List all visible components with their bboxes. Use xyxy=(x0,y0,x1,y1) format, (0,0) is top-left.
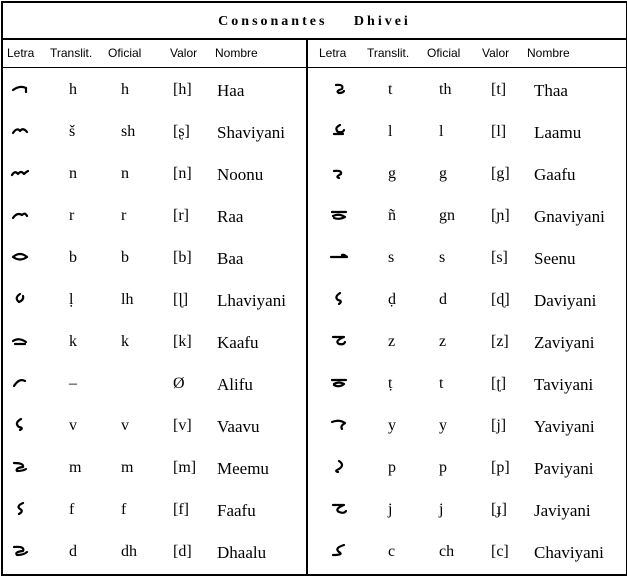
table-row xyxy=(308,194,626,236)
thaana-laamu-glyph xyxy=(330,123,348,137)
nombre-cell: Alifu xyxy=(217,375,253,394)
thaana-meemu-glyph xyxy=(11,459,29,473)
oficial-cell: n xyxy=(121,165,129,182)
oficial-cell: m xyxy=(121,459,134,476)
valor-cell: [z] xyxy=(491,333,509,350)
valor-cell: [ɟ] xyxy=(491,501,507,518)
nombre-cell: Javiyani xyxy=(534,501,591,520)
thaana-yaviyani-glyph xyxy=(330,417,348,431)
nombre-cell: Shaviyani xyxy=(217,123,285,142)
header-oficial: Oficial xyxy=(108,46,142,60)
oficial-cell: s xyxy=(439,249,446,266)
nombre-cell: Seenu xyxy=(534,249,576,268)
header-translit: Translit. xyxy=(50,46,93,60)
left-header-row xyxy=(3,40,306,68)
table-title-word-2: Dhivei xyxy=(353,14,411,29)
table-row xyxy=(3,404,306,446)
valor-cell: [t] xyxy=(491,81,507,98)
thaana-kaafu-glyph xyxy=(11,333,29,347)
thaana-daviyani-glyph xyxy=(330,291,348,305)
oficial-cell: b xyxy=(121,249,129,266)
translit-cell: ḍ xyxy=(388,291,396,308)
translit-cell: v xyxy=(69,417,77,434)
table-row xyxy=(308,446,626,488)
oficial-cell: r xyxy=(121,207,127,224)
valor-cell: [c] xyxy=(491,543,509,560)
nombre-cell: Taviyani xyxy=(534,375,594,394)
table-row xyxy=(3,320,306,362)
translit-cell: h xyxy=(69,81,77,98)
translit-cell: b xyxy=(69,249,77,266)
nombre-cell: Daviyani xyxy=(534,291,597,310)
translit-cell: j xyxy=(388,501,393,518)
left-half-table xyxy=(3,40,306,574)
valor-cell: [r] xyxy=(173,207,189,224)
header-letra: Letra xyxy=(7,46,35,60)
thaana-faafu-glyph xyxy=(11,501,29,515)
valor-cell: [j] xyxy=(491,417,507,434)
thaana-haa-glyph xyxy=(11,81,29,95)
thaana-paviyani-glyph xyxy=(330,459,348,473)
valor-cell: [v] xyxy=(173,417,192,434)
translit-cell: – xyxy=(69,375,77,392)
translit-cell: z xyxy=(388,333,396,350)
translit-cell: c xyxy=(388,543,396,560)
oficial-cell: gn xyxy=(439,207,455,224)
table-row xyxy=(3,530,306,572)
oficial-cell: g xyxy=(439,165,447,182)
valor-cell: [n] xyxy=(173,165,192,182)
nombre-cell: Yaviyani xyxy=(534,417,595,436)
translit-cell: l xyxy=(388,123,393,140)
table-row xyxy=(3,236,306,278)
nombre-cell: Raa xyxy=(217,207,244,226)
translit-cell: n xyxy=(69,165,77,182)
table-row xyxy=(308,68,626,110)
thaana-gaafu-glyph xyxy=(330,165,348,179)
valor-cell: [ʂ] xyxy=(173,123,190,140)
oficial-cell: dh xyxy=(121,543,137,560)
table-row xyxy=(3,488,306,530)
translit-cell: g xyxy=(388,165,396,182)
table-title-word-1: Consonantes xyxy=(218,14,328,29)
thaana-noonu-glyph xyxy=(11,165,29,179)
oficial-cell: p xyxy=(439,459,447,476)
table-row xyxy=(308,530,626,572)
translit-cell: k xyxy=(69,333,77,350)
translit-cell: r xyxy=(69,207,75,224)
translit-cell: s xyxy=(388,249,395,266)
valor-cell: [m] xyxy=(173,459,197,476)
valor-cell: [g] xyxy=(491,165,510,182)
oficial-cell: lh xyxy=(121,291,134,308)
translit-cell: ṭ xyxy=(388,375,393,392)
table-row xyxy=(3,194,306,236)
translit-cell: ñ xyxy=(388,207,396,224)
valor-cell: [b] xyxy=(173,249,192,266)
nombre-cell: Meemu xyxy=(217,459,269,478)
table-title xyxy=(3,3,626,40)
header-oficial: Oficial xyxy=(427,46,461,60)
nombre-cell: Noonu xyxy=(217,165,264,184)
valor-cell: [d] xyxy=(173,543,192,560)
oficial-cell: z xyxy=(439,333,447,350)
translit-cell: y xyxy=(388,417,396,434)
right-header-row xyxy=(308,40,626,68)
thaana-baa-glyph xyxy=(11,249,29,263)
thaana-taviyani-glyph xyxy=(330,375,348,389)
valor-cell: Ø xyxy=(173,375,185,392)
thaana-vaavu-glyph xyxy=(11,417,29,431)
table-row xyxy=(3,68,306,110)
translit-cell: f xyxy=(69,501,75,518)
header-valor: Valor xyxy=(482,46,510,60)
header-nombre: Nombre xyxy=(527,46,570,60)
header-letra: Letra xyxy=(319,46,347,60)
thaana-seenu-glyph xyxy=(330,249,348,263)
oficial-cell: v xyxy=(121,417,129,434)
table-row xyxy=(308,320,626,362)
oficial-cell: th xyxy=(439,81,452,98)
oficial-cell: h xyxy=(121,81,129,98)
table-row xyxy=(308,236,626,278)
thaana-thaa-glyph xyxy=(330,81,348,95)
oficial-cell: k xyxy=(121,333,129,350)
oficial-cell: ch xyxy=(439,543,455,560)
translit-cell: d xyxy=(69,543,77,560)
thaana-zaviyani-glyph xyxy=(330,333,348,347)
nombre-cell: Baa xyxy=(217,249,244,268)
valor-cell: [ɖ] xyxy=(491,291,510,308)
thaana-raa-glyph xyxy=(11,207,29,221)
valor-cell: [ɭ] xyxy=(173,291,189,308)
oficial-cell: y xyxy=(439,417,447,434)
header-translit: Translit. xyxy=(367,46,410,60)
nombre-cell: Thaa xyxy=(534,81,568,100)
nombre-cell: Paviyani xyxy=(534,459,594,478)
valor-cell: [l] xyxy=(491,123,507,140)
nombre-cell: Gaafu xyxy=(534,165,576,184)
nombre-cell: Kaafu xyxy=(217,333,259,352)
translit-cell: m xyxy=(69,459,82,476)
thaana-shaviyani-glyph xyxy=(11,123,29,137)
table-row xyxy=(3,152,306,194)
thaana-lhaviyani-glyph xyxy=(11,291,29,305)
oficial-cell: d xyxy=(439,291,447,308)
translit-cell: ḷ xyxy=(69,291,74,308)
translit-cell: š xyxy=(69,123,76,140)
oficial-cell: l xyxy=(439,123,444,140)
table-row xyxy=(308,362,626,404)
thaana-dhaalu-glyph xyxy=(11,543,29,557)
table-row xyxy=(308,278,626,320)
oficial-cell: t xyxy=(439,375,444,392)
thaana-gnaviyani-glyph xyxy=(330,207,348,221)
right-half-table xyxy=(308,40,626,574)
nombre-cell: Chaviyani xyxy=(534,543,604,562)
nombre-cell: Gnaviyani xyxy=(534,207,605,226)
valor-cell: [f] xyxy=(173,501,189,518)
table-row xyxy=(308,110,626,152)
oficial-cell: sh xyxy=(121,123,136,140)
valor-cell: [s] xyxy=(491,249,508,266)
oficial-cell: j xyxy=(439,501,444,518)
table-row xyxy=(3,362,306,404)
nombre-cell: Zaviyani xyxy=(534,333,595,352)
valor-cell: [h] xyxy=(173,81,192,98)
valor-cell: [ɲ] xyxy=(491,207,510,224)
nombre-cell: Dhaalu xyxy=(217,543,267,562)
table-row xyxy=(3,446,306,488)
valor-cell: [p] xyxy=(491,459,510,476)
thaana-chaviyani-glyph xyxy=(330,543,348,557)
consonant-table xyxy=(1,1,627,576)
valor-cell: [k] xyxy=(173,333,192,350)
thaana-javiyani-glyph xyxy=(330,501,348,515)
table-row xyxy=(3,278,306,320)
header-valor: Valor xyxy=(170,46,198,60)
table-row xyxy=(308,488,626,530)
oficial-cell: f xyxy=(121,501,127,518)
nombre-cell: Laamu xyxy=(534,123,582,142)
nombre-cell: Vaavu xyxy=(217,417,260,436)
table-row xyxy=(308,404,626,446)
table-row xyxy=(3,110,306,152)
thaana-alifu-glyph xyxy=(11,375,29,389)
nombre-cell: Faafu xyxy=(217,501,256,520)
valor-cell: [ʈ] xyxy=(491,375,507,392)
header-nombre: Nombre xyxy=(215,46,258,60)
nombre-cell: Lhaviyani xyxy=(217,291,286,310)
table-row xyxy=(308,152,626,194)
nombre-cell: Haa xyxy=(217,81,245,100)
translit-cell: t xyxy=(388,81,393,98)
translit-cell: p xyxy=(388,459,396,476)
